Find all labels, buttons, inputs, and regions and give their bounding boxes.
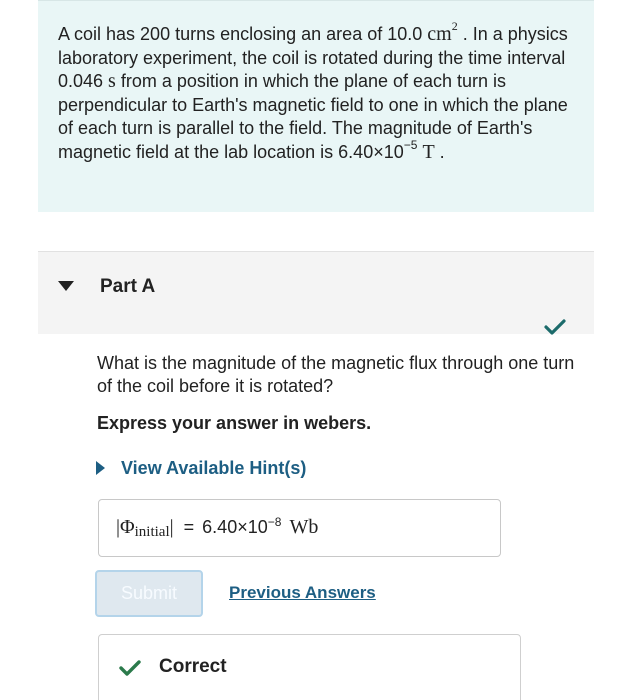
feedback-label: Correct [159, 656, 227, 677]
previous-answers-link[interactable]: Previous Answers [229, 583, 376, 602]
question-text: What is the magnitude of the magnetic flux through one turn of the coil before it is rotated? [97, 353, 575, 396]
field-end: . [434, 141, 445, 162]
problem-text-field: from a position in which the plane of each turn is perpendicular to Earth's magnetic field to one in which the plane of each turn is parallel to the field. The magnitude of Earth's magnetic field at the lab location is [58, 71, 568, 162]
part-title: Part A [100, 276, 156, 297]
time-unit: s [108, 70, 116, 92]
checkmark-icon [544, 318, 566, 336]
checkmark-icon [119, 659, 141, 677]
flux-subscript: initial [134, 524, 170, 540]
problem-text [58, 19, 574, 164]
abs-bar-right: | [169, 516, 174, 538]
answer-display[interactable] [98, 499, 501, 557]
hint-label: View Available Hint(s) [121, 458, 307, 478]
answer-mantissa: 6.40×10 [202, 517, 268, 537]
part-a-header[interactable] [38, 252, 594, 334]
collapse-triangle-icon[interactable] [58, 281, 74, 291]
field-exponent: −5 [403, 137, 418, 152]
area-unit-exponent: 2 [451, 19, 458, 34]
problem-statement [38, 0, 594, 212]
field-unit: T [422, 140, 435, 163]
area-unit [427, 19, 458, 45]
field-value [338, 137, 445, 163]
answer-unit: Wb [289, 516, 319, 538]
problem-text-time: . In a physics laboratory experiment, the coil is rotated during the time interval 0.046 [58, 24, 568, 91]
instruction-text: Express your answer in webers. [97, 413, 372, 433]
answer-expression [116, 516, 318, 539]
abs-bar-left: | [116, 516, 121, 538]
feedback-box [98, 634, 521, 700]
submit-button[interactable]: Submit [95, 570, 203, 617]
field-mantissa: 6.40×10 [338, 141, 404, 162]
problem-text-area: A coil has 200 turns enclosing an area of 10.0 [58, 24, 428, 44]
expand-triangle-icon [96, 461, 105, 475]
area-unit-base: cm [427, 23, 452, 45]
answer-exponent: −8 [267, 515, 282, 529]
flux-symbol: Φ [120, 516, 135, 538]
equals-sign: = [183, 517, 195, 537]
